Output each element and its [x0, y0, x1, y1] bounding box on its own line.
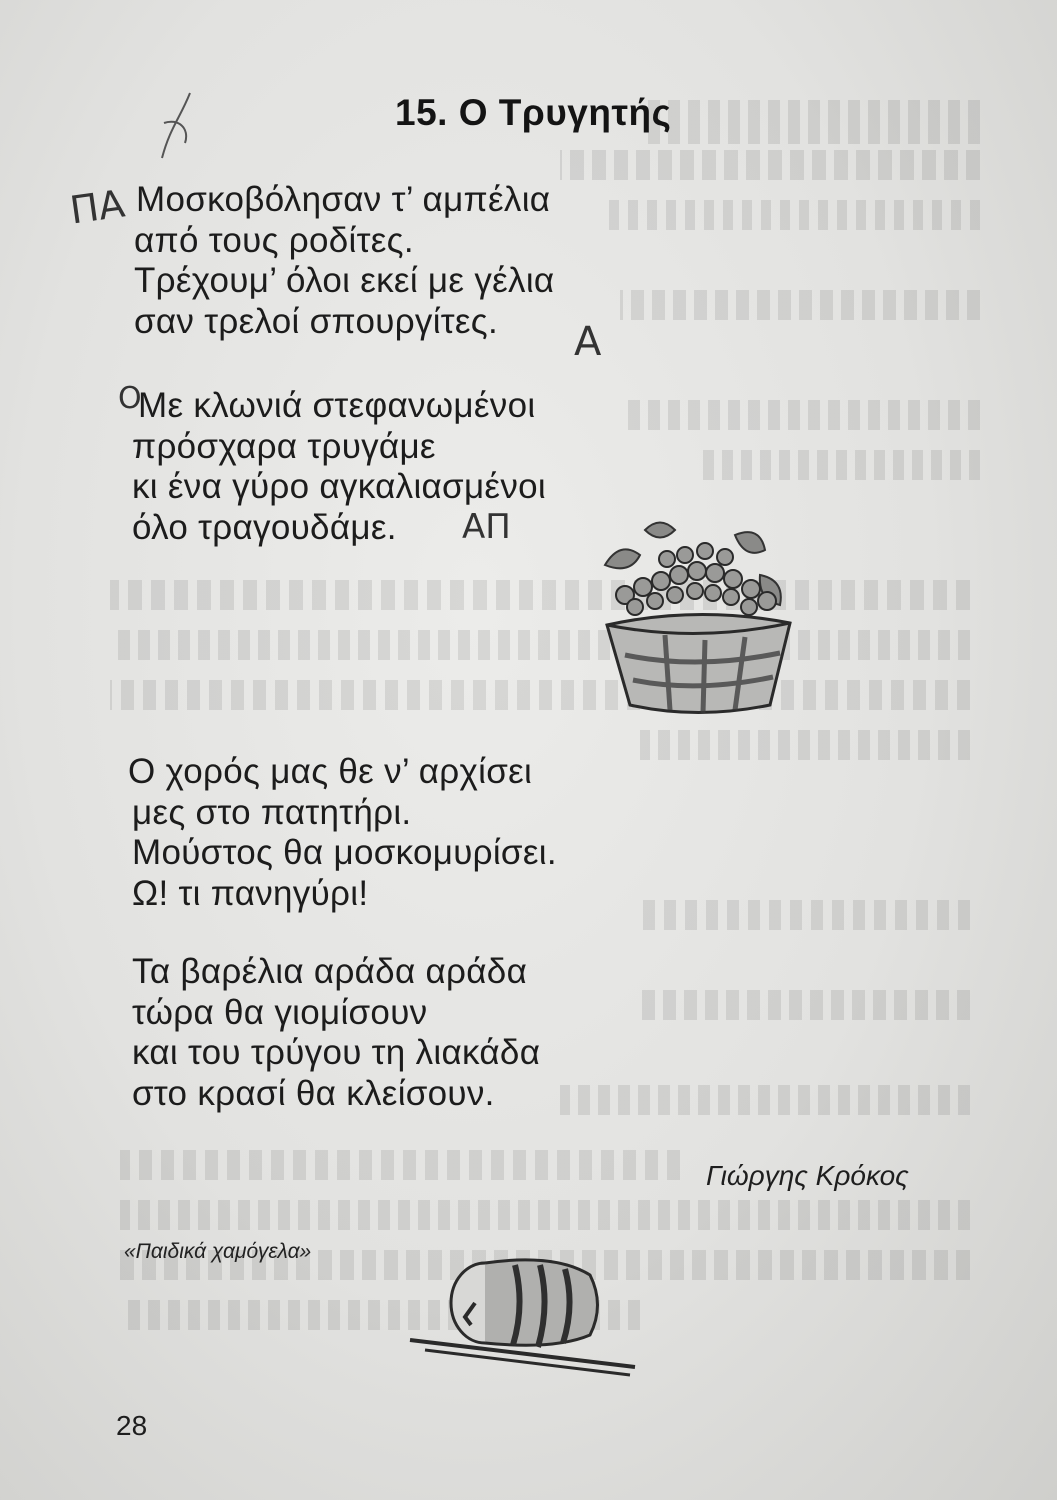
- poem-line: τώρα θα γιομίσουν: [132, 992, 428, 1032]
- handwritten-mark-top: ΠΑ: [67, 181, 128, 233]
- stanza-3: [128, 752, 557, 914]
- poem-line: μες στο πατητήρι.: [132, 792, 412, 832]
- poem-line: από τους ροδίτες.: [134, 220, 414, 260]
- stanza-1: [128, 180, 554, 342]
- poem-line: Με κλωνιά στεφανωμένοι: [138, 386, 536, 425]
- poem-line: κι ένα γύρο αγκαλιασμένοι: [132, 467, 546, 506]
- handwritten-mark-stanza2-start: Ο: [118, 381, 142, 416]
- poem-line: στο κρασί θα κλείσουν.: [132, 1073, 495, 1113]
- stanza-4: [128, 952, 540, 1114]
- pencil-scribble-icon: [150, 88, 220, 168]
- page-number: 28: [116, 1410, 148, 1441]
- poem-line: Ο χορός μας θε ν’ αρχίσει: [128, 752, 533, 791]
- poem-line: Μοσκοβόλησαν τ’ αμπέλια: [136, 180, 551, 219]
- wine-barrel-icon: [405, 1255, 650, 1390]
- poem-line: Τρέχουμ’ όλοι εκεί με γέλια: [134, 261, 555, 300]
- poem-title: 15. Ο Τρυγητής: [395, 92, 672, 133]
- poem-author: Γιώργης Κρόκος: [706, 1160, 909, 1191]
- poem-line: Τα βαρέλια αράδα αράδα: [132, 952, 528, 991]
- poem-source: «Παιδικά χαμόγελα»: [124, 1240, 312, 1263]
- grape-basket-icon: [585, 515, 810, 725]
- poem-line: όλο τραγουδάμε.: [132, 507, 397, 547]
- handwritten-mark-stanza1: Α: [574, 319, 602, 365]
- poem-line: και του τρύγου τη λιακάδα: [132, 1033, 541, 1072]
- handwritten-mark-stanza2-end: ΑΠ: [462, 507, 511, 547]
- poem-line: πρόσχαρα τρυγάμε: [132, 426, 436, 466]
- poem-line: σαν τρελοί σπουργίτες.: [134, 301, 498, 341]
- poem-line: Μούστος θα μοσκομυρίσει.: [132, 833, 557, 872]
- poem-line: Ω! τι πανηγύρι!: [132, 873, 369, 913]
